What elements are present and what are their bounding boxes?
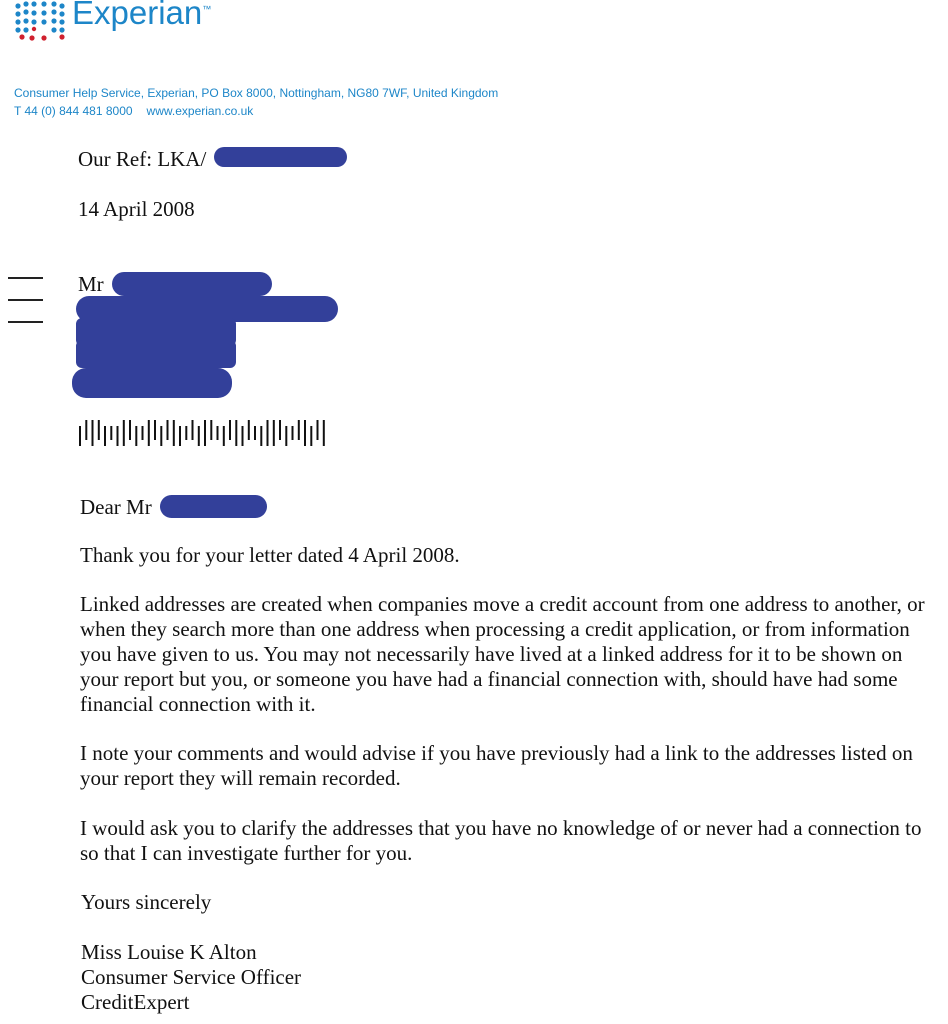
barcode-bar [279,420,281,440]
barcode-bar [260,426,262,446]
website-link: www.experian.co.uk [146,104,254,118]
barcode-bar [248,420,250,440]
reference-label: Our Ref: LKA/ [78,147,207,171]
barcode-bar [192,420,194,440]
barcode-bar [204,420,206,446]
barcode-bar [298,420,300,440]
barcode-bar [235,420,237,446]
signatory-title: Consumer Service Officer [81,965,302,989]
greeting: Dear Mr [80,495,152,519]
barcode-bar [79,426,81,446]
phone-number: T 44 (0) 844 481 8000 [14,104,133,118]
barcode-bar [254,426,256,440]
paragraph-text: I note your comments and would advise if you have previously had a link to the addresses listed on your report they will remain recorded. [80,741,913,790]
body-paragraph-4 [80,816,945,866]
barcode-bar [179,426,181,446]
fold-mark [8,277,43,279]
reference-line [78,147,206,172]
barcode-bar [267,420,269,446]
barcode-bar [92,420,94,446]
barcode-bar [317,420,319,440]
barcode-bar [129,420,131,440]
redaction-reference [214,147,347,167]
barcode-bar [242,426,244,446]
barcode-bar [104,426,106,446]
company-address: Consumer Help Service, Experian, PO Box 8000, Nottingham, NG80 7WF, United Kingdom [14,86,499,100]
trademark-symbol: ™ [202,4,212,14]
barcode-bar [292,426,294,440]
barcode-bar [142,426,144,440]
postal-barcode-icon [79,420,331,446]
closing: Yours sincerely [81,890,212,914]
barcode-bar [123,420,125,446]
recipient-salutation: Mr [78,272,104,296]
signatory-company: CreditExpert [81,990,190,1014]
barcode-bar [310,426,312,446]
barcode-bar [167,420,169,440]
barcode-bar [117,426,119,446]
paragraph-text: Linked addresses are created when companies move a credit account from one address to another, or when they search more than one address when processing a credit application, or from information you have given to us. You may not necessarily have lived at a linked address for it to be shown on your report but you, or someone you have had a financial connection with, should have had some financial connection with it. [80,592,925,716]
barcode-bar [198,426,200,446]
barcode-bar [285,426,287,446]
redaction-greeting-name [160,495,267,518]
paragraph-text: I would ask you to clarify the addresses that you have no knowledge of or never had a connection to so that I can investigate further for you. [80,816,922,865]
redaction-recipient-name [112,272,272,296]
barcode-bar [229,420,231,440]
barcode-bar [323,420,325,446]
barcode-bar [217,426,219,440]
barcode-bar [185,426,187,440]
barcode-bar [110,426,112,440]
contact-line [14,104,253,118]
barcode-bar [210,420,212,440]
paragraph-text: Thank you for your letter dated 4 April 2008. [80,543,460,567]
barcode-bar [173,420,175,446]
signatory-name: Miss Louise K Alton [81,940,257,964]
brand-wordmark [72,0,211,32]
experian-logo-icon [14,0,70,42]
barcode-bar [98,420,100,440]
barcode-bar [154,420,156,440]
body-paragraph-2 [80,592,945,717]
body-paragraph-1 [80,543,945,568]
barcode-bar [148,420,150,446]
barcode-bar [223,426,225,446]
fold-mark [8,299,43,301]
body-paragraph-3 [80,741,945,791]
redaction-address-line-4 [72,368,232,398]
letter-date: 14 April 2008 [78,197,195,221]
barcode-bar [85,420,87,440]
barcode-bar [273,420,275,446]
barcode-bar [160,426,162,446]
fold-mark [8,321,43,323]
barcode-bar [135,426,137,446]
redaction-address-line-3 [76,340,236,368]
barcode-bar [304,420,306,446]
brand-name: Experian [72,0,203,31]
